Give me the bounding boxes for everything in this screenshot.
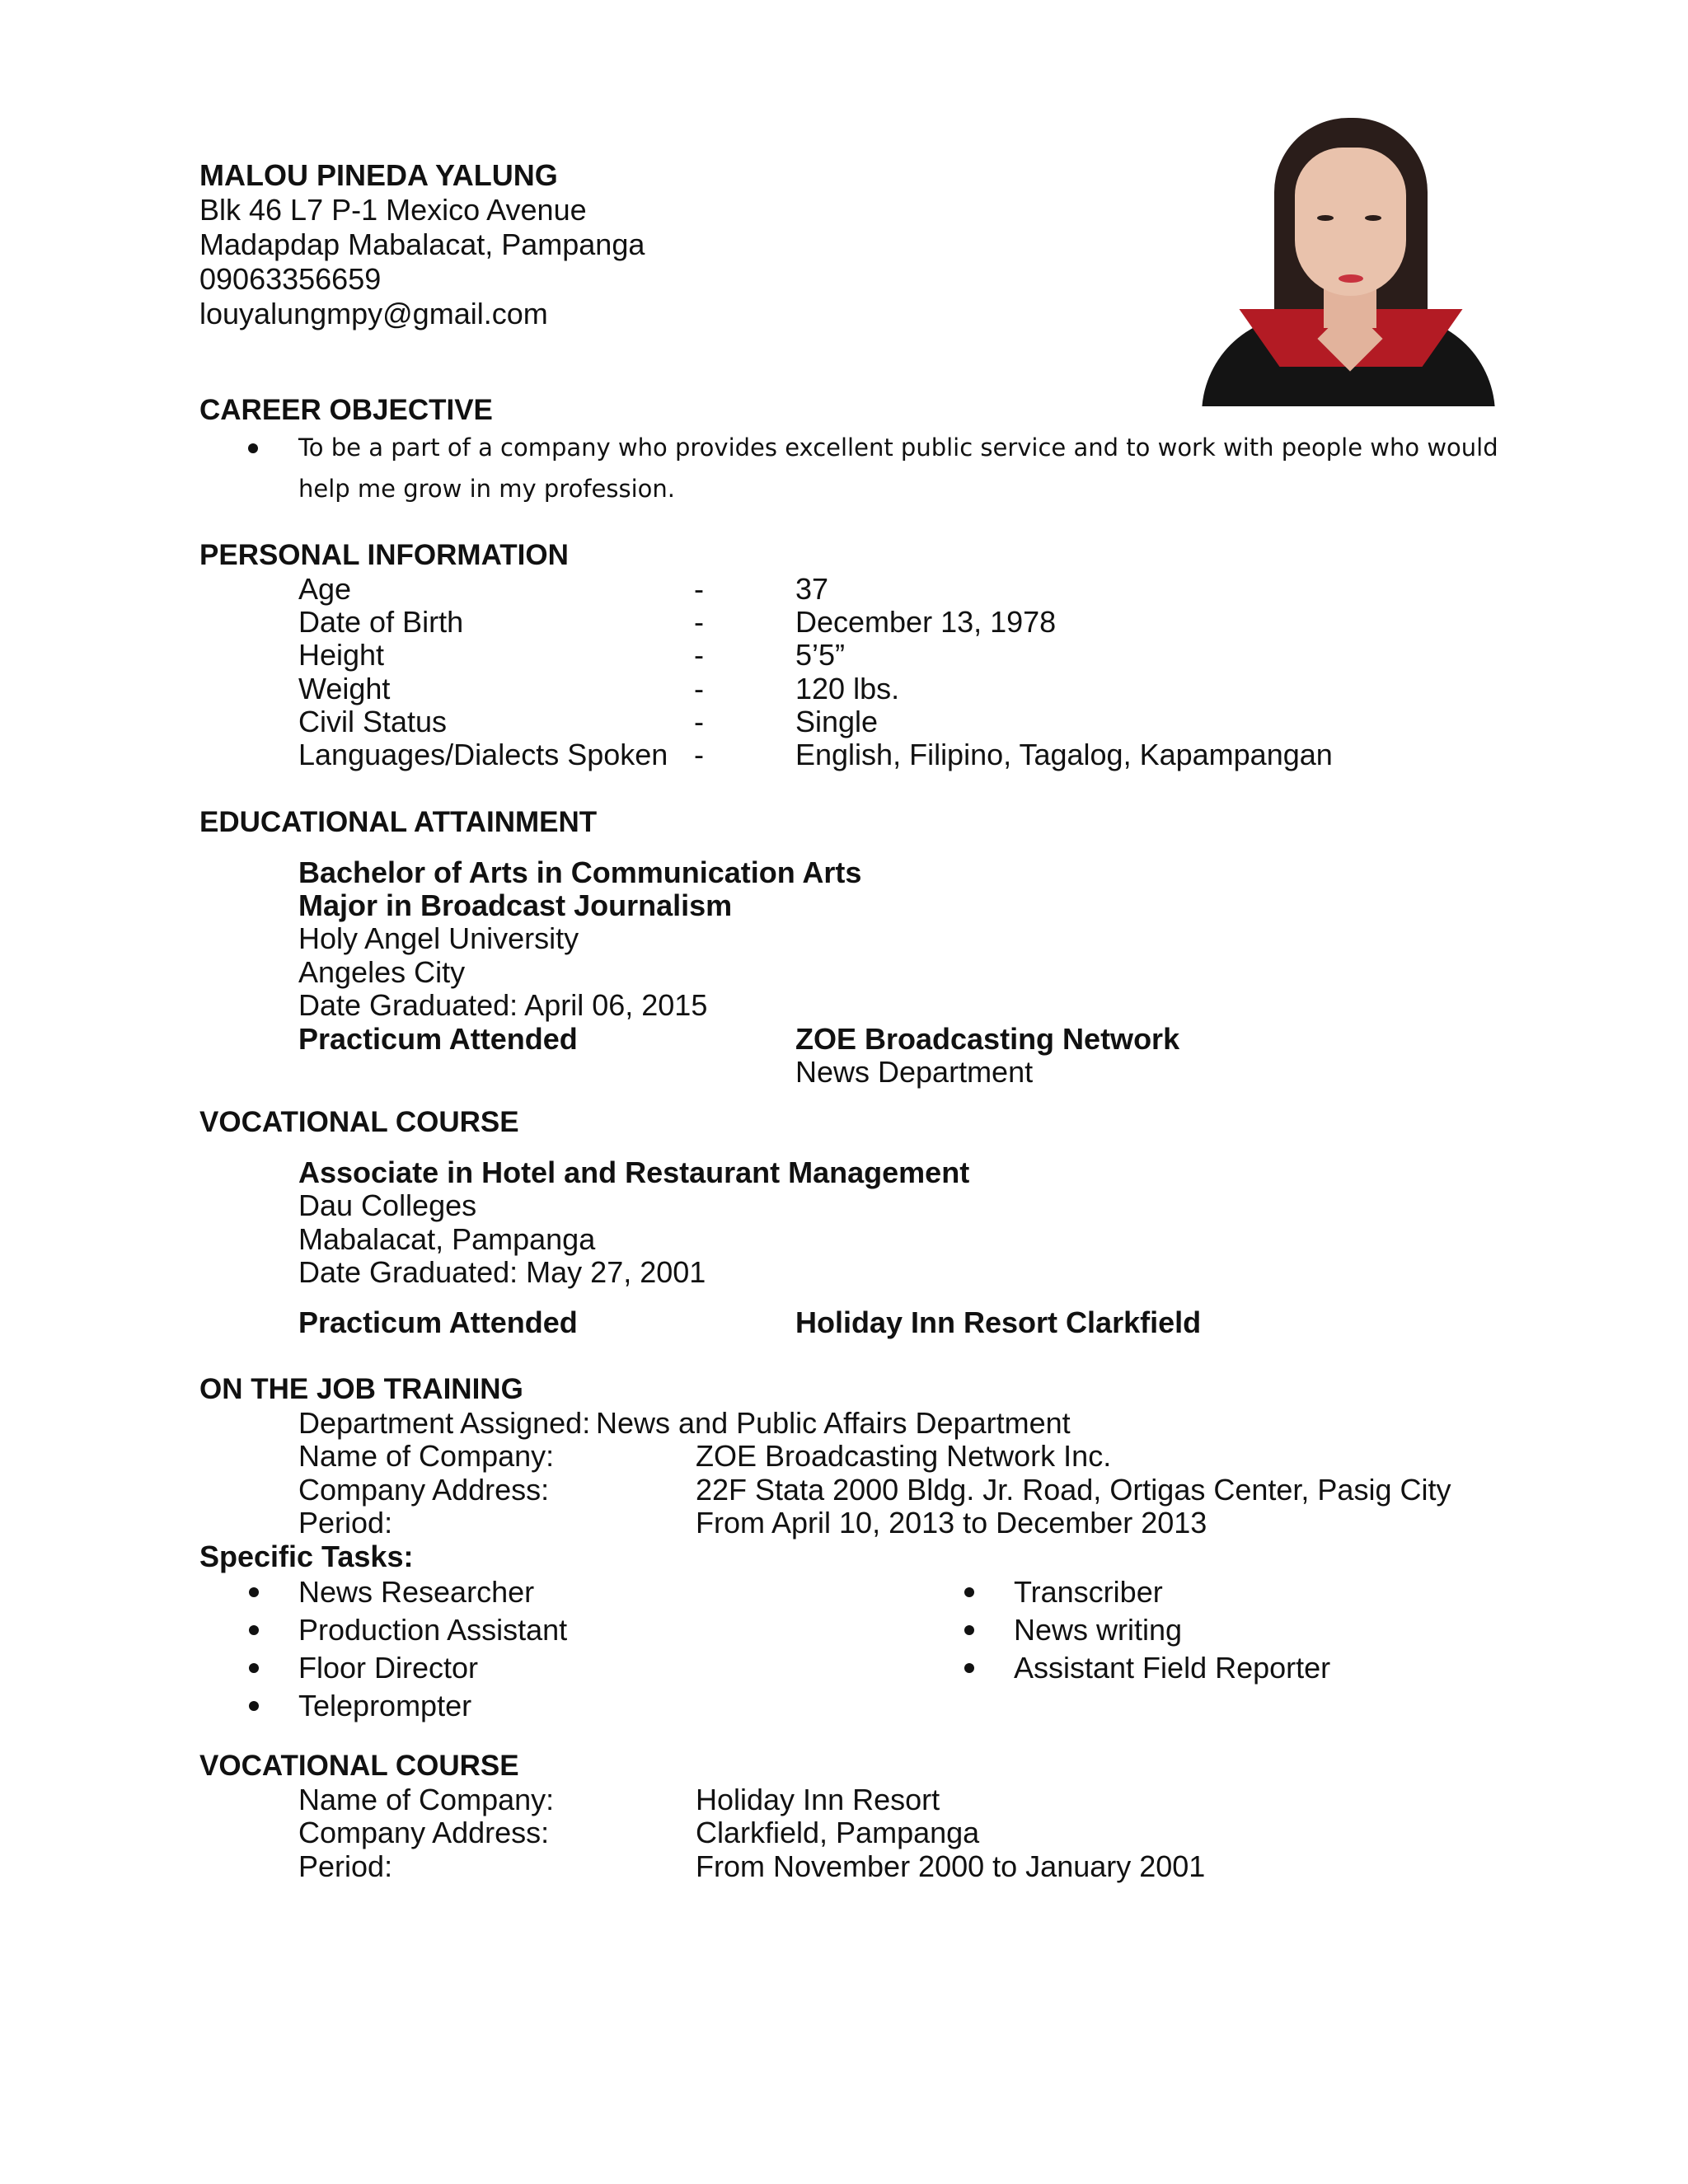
- vocational-school: Dau Colleges: [298, 1188, 477, 1222]
- personal-value: December 13, 1978: [795, 605, 1057, 639]
- bullet-icon: [964, 1663, 974, 1673]
- vocational-2-address-label: Company Address:: [298, 1816, 550, 1849]
- personal-separator: -: [694, 672, 704, 705]
- ojt-company-label: Name of Company:: [298, 1439, 555, 1473]
- personal-separator: -: [694, 572, 704, 606]
- task-item: Transcriber: [1014, 1575, 1163, 1609]
- ojt-dept-value: News and Public Affairs Department: [596, 1406, 1071, 1440]
- bullet-icon: [249, 1663, 259, 1673]
- personal-separator: -: [694, 738, 704, 771]
- vocational-2-company-value: Holiday Inn Resort: [696, 1783, 940, 1816]
- vocational-2-address-value: Clarkfield, Pampanga: [696, 1816, 980, 1849]
- personal-value: 37: [795, 572, 829, 606]
- ojt-address-label: Company Address:: [298, 1473, 550, 1507]
- practicum-company: ZOE Broadcasting Network: [795, 1022, 1180, 1056]
- ojt-company-value: ZOE Broadcasting Network Inc.: [696, 1439, 1112, 1473]
- bullet-icon: [249, 1625, 259, 1635]
- personal-separator: -: [694, 638, 704, 672]
- task-item: Assistant Field Reporter: [1014, 1651, 1331, 1685]
- career-objective-text: To be a part of a company who provides excellent public service and to work with people who would help me grow in my profession.: [298, 434, 1498, 503]
- personal-label: Date of Birth: [298, 605, 464, 639]
- task-item: Production Assistant: [298, 1613, 568, 1647]
- vocational-heading: VOCATIONAL COURSE: [199, 1106, 519, 1138]
- personal-label: Weight: [298, 672, 391, 705]
- degree-title: Bachelor of Arts in Communication Arts: [298, 855, 862, 889]
- vocational-course-title: Associate in Hotel and Restaurant Management: [298, 1155, 970, 1189]
- personal-label: Civil Status: [298, 705, 448, 738]
- vocational-practicum-label: Practicum Attended: [298, 1305, 578, 1339]
- personal-label: Height: [298, 638, 385, 672]
- career-objective-heading: CAREER OBJECTIVE: [199, 394, 493, 426]
- school-name: Holy Angel University: [298, 921, 579, 955]
- vocational-2-period-label: Period:: [298, 1849, 393, 1883]
- bullet-icon: [964, 1587, 974, 1597]
- task-item: News Researcher: [298, 1575, 535, 1609]
- personal-label: Age: [298, 572, 352, 606]
- personal-value: 5’5”: [795, 638, 846, 672]
- vocational-2-period-value: From November 2000 to January 2001: [696, 1849, 1206, 1883]
- practicum-department: News Department: [795, 1055, 1034, 1089]
- phone-number: 09063356659: [199, 262, 382, 296]
- personal-separator: -: [694, 705, 704, 738]
- address-line-2: Madapdap Mabalacat, Pampanga: [199, 227, 645, 261]
- education-heading: EDUCATIONAL ATTAINMENT: [199, 806, 598, 838]
- school-city: Angeles City: [298, 955, 466, 989]
- vocational-date-graduated: Date Graduated: May 27, 2001: [298, 1255, 706, 1289]
- task-item: News writing: [1014, 1613, 1183, 1647]
- bullet-icon: [248, 443, 258, 453]
- personal-info-heading: PERSONAL INFORMATION: [199, 539, 569, 571]
- specific-tasks-heading: Specific Tasks:: [199, 1540, 414, 1573]
- bullet-icon: [249, 1701, 259, 1711]
- profile-photo: [1202, 118, 1495, 406]
- ojt-period-value: From April 10, 2013 to December 2013: [696, 1506, 1207, 1540]
- ojt-address-value: 22F Stata 2000 Bldg. Jr. Road, Ortigas Center, Pasig City: [696, 1473, 1451, 1507]
- task-item: Teleprompter: [298, 1689, 472, 1722]
- ojt-dept-label: Department Assigned:: [298, 1406, 591, 1440]
- ojt-period-label: Period:: [298, 1506, 393, 1540]
- personal-value: Single: [795, 705, 879, 738]
- vocational-practicum-company: Holiday Inn Resort Clarkfield: [795, 1305, 1202, 1339]
- personal-separator: -: [694, 605, 704, 639]
- personal-label: Languages/Dialects Spoken: [298, 738, 668, 771]
- vocational-2-heading: VOCATIONAL COURSE: [199, 1750, 519, 1782]
- email-address: louyalungmpy@gmail.com: [199, 297, 548, 330]
- applicant-name: MALOU PINEDA YALUNG: [199, 158, 558, 192]
- personal-value: 120 lbs.: [795, 672, 900, 705]
- vocational-2-company-label: Name of Company:: [298, 1783, 555, 1816]
- vocational-city: Mabalacat, Pampanga: [298, 1222, 596, 1256]
- practicum-label: Practicum Attended: [298, 1022, 578, 1056]
- task-item: Floor Director: [298, 1651, 479, 1685]
- date-graduated: Date Graduated: April 06, 2015: [298, 988, 708, 1022]
- bullet-icon: [249, 1587, 259, 1597]
- address-line-1: Blk 46 L7 P-1 Mexico Avenue: [199, 193, 587, 227]
- bullet-icon: [964, 1625, 974, 1635]
- ojt-heading: ON THE JOB TRAINING: [199, 1373, 523, 1405]
- degree-major: Major in Broadcast Journalism: [298, 888, 733, 922]
- personal-value: English, Filipino, Tagalog, Kapampangan: [795, 738, 1333, 771]
